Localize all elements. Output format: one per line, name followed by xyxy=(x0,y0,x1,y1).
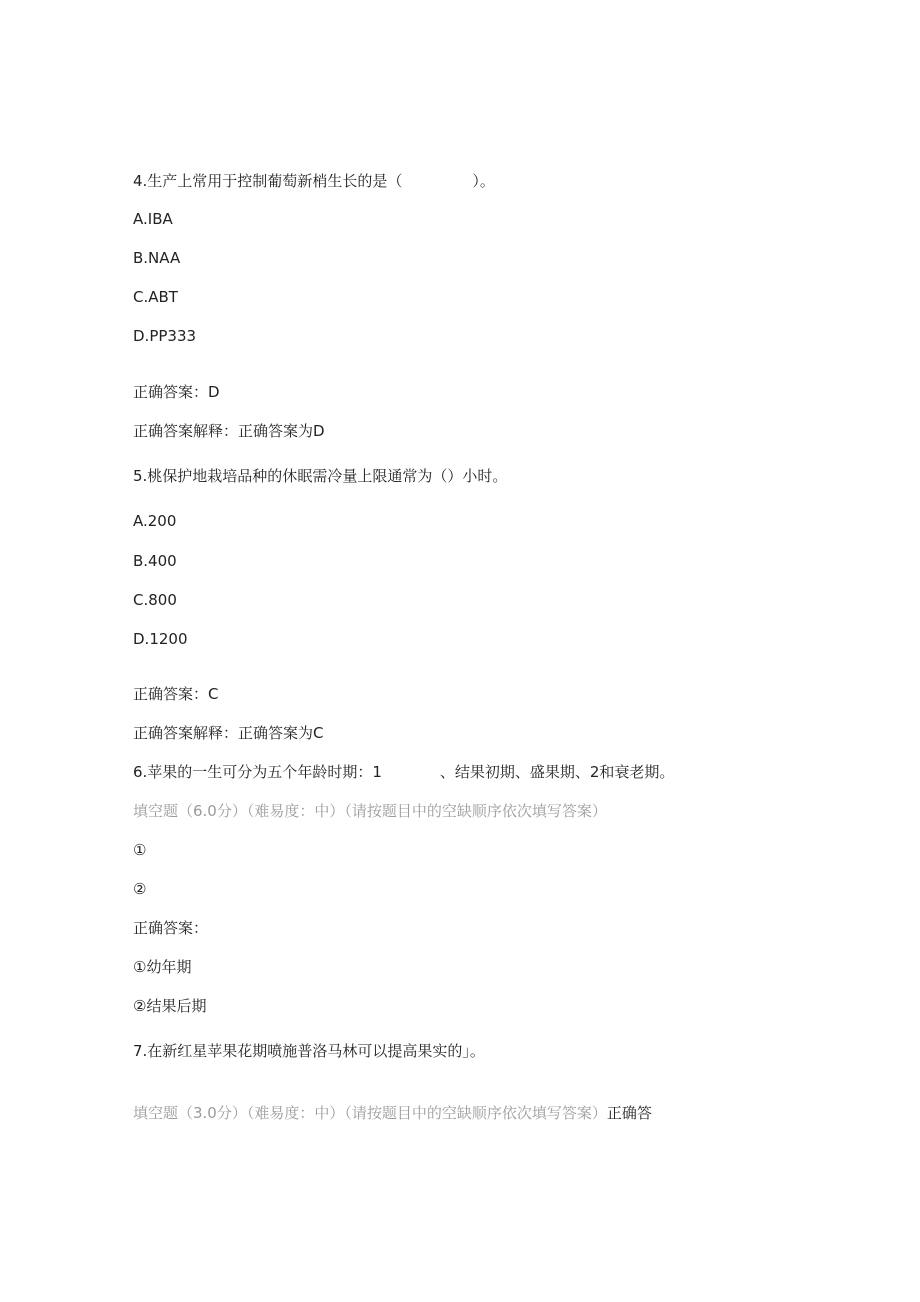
question-6-answer-1: ①幼年期 xyxy=(133,958,192,976)
question-7-meta xyxy=(133,1103,652,1123)
question-5-answer: 正确答案：C xyxy=(133,685,219,703)
question-6-answer-2: ②结果后期 xyxy=(133,997,207,1015)
question-4-explanation: 正确答案解释：正确答案为D xyxy=(133,422,325,440)
question-6-stem-end: 、结果初期、盛果期、2和衰老期。 xyxy=(439,763,675,781)
question-6-blank-1: ① xyxy=(133,841,147,859)
question-6-stem xyxy=(133,762,674,782)
question-4-option-c: C.ABT xyxy=(133,288,178,306)
question-6-meta: 填空题（6.0分）（难易度：中）（请按题目中的空缺顺序依次填写答案） xyxy=(133,802,607,820)
question-7-meta-text: 填空题（3.0分）（难易度：中）（请按题目中的空缺顺序依次填写答案） xyxy=(133,1104,607,1122)
question-4-stem-end: ）。 xyxy=(472,172,495,190)
question-5-option-c: C.800 xyxy=(133,591,177,609)
question-5-stem: 5.桃保护地栽培品种的休眠需冷量上限通常为（）小时。 xyxy=(133,467,508,485)
question-5-option-b: B.400 xyxy=(133,552,177,570)
question-7-stem: 7.在新红星苹果花期喷施普洛马林可以提高果实的」。 xyxy=(133,1042,485,1060)
question-6-blank-2: ② xyxy=(133,880,147,898)
question-4-option-d: D.PP333 xyxy=(133,327,197,345)
question-4-answer: 正确答案：D xyxy=(133,383,220,401)
question-5-option-a: A.200 xyxy=(133,512,177,530)
question-4-option-a: A.IBA xyxy=(133,210,173,228)
question-5-explanation: 正确答案解释：正确答案为C xyxy=(133,724,324,742)
question-4-option-b: B.NAA xyxy=(133,249,181,267)
question-6-answer-label: 正确答案： xyxy=(133,919,209,937)
question-7-meta-tail: 正确答 xyxy=(606,1104,652,1122)
question-6-stem-start: 6.苹果的一生可分为五个年龄时期：1 xyxy=(133,763,382,781)
question-5-option-d: D.1200 xyxy=(133,630,188,648)
question-4-stem xyxy=(133,171,495,191)
question-4-stem-start: 4.生产上常用于控制葡萄新梢生长的是（ xyxy=(133,172,403,190)
